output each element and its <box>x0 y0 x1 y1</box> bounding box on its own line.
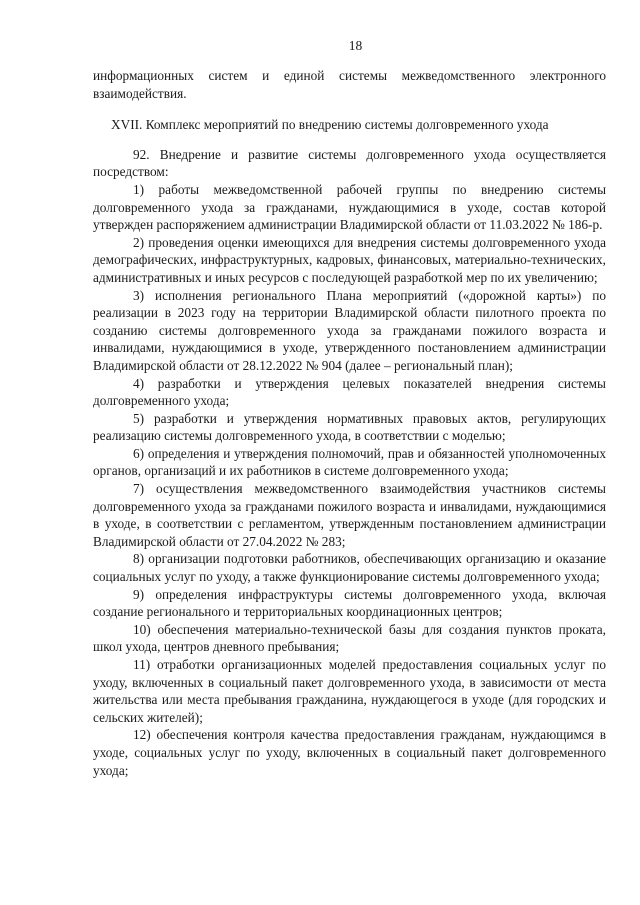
list-item-4: 4) разработки и утверждения целевых показателей внедрения системы долговременного ухода; <box>93 375 606 409</box>
list-item-11: 11) отработки организационных моделей предоставления социальных услуг по уходу, включенных в социальный пакет долговременного ухода, в зависимости от места жительства или места пребывания гражданина, нуждающегося в уходе (для городских и сельских жителей); <box>93 657 606 725</box>
list-item-5: 5) разработки и утверждения нормативных правовых актов, регулирующих реализацию системы долговременного ухода, в соответствии с моделью; <box>93 410 606 444</box>
list-item-10: 10) обеспечения материально-технической базы для создания пунктов проката, школ ухода, центров дневного пребывания; <box>93 621 606 655</box>
list-item-3: 3) исполнения регионального Плана мероприятий («дорожной карты») по реализации в 2023 году на территории Владимирской области пилотного проекта по созданию системы долговременного ухода за гражданами пожилого возраста и инвалидами, нуждающимися в уходе, утвержденного постановлением администрации Владимирской области от 28.12.2022 № 904 (далее – региональный план); <box>93 287 606 373</box>
section-title: XVII. Комплекс мероприятий по внедрению системы долговременного ухода <box>111 117 549 133</box>
list-item-6: 6) определения и утверждения полномочий, прав и обязанностей уполномоченных органов, организаций и их работников в системе долговременного ухода; <box>93 445 606 479</box>
list-item-2: 2) проведения оценки имеющихся для внедрения системы долговременного ухода демографических, инфраструктурных, кадровых, финансовых, материально-технических, административных и иных ресурсов с последующей разработкой мер по их увеличению; <box>93 234 606 285</box>
continuation-paragraph: информационных систем и единой системы межведомственного электронного взаимодействия. <box>93 68 606 101</box>
list-item-1: 1) работы межведомственной рабочей группы по внедрению системы долговременного ухода за гражданами, нуждающимися в уходе, состав которой утвержден распоряжением администрации Владимирской области от 11.03.2022 № 186-р. <box>93 181 606 233</box>
list-item-7: 7) осуществления межведомственного взаимодействия участников системы долговременного ухода за гражданами пожилого возраста и инвалидами, нуждающимися в уходе, в соответствии с регламентом, утвержденным постановлением администрации Владимирской области от 27.04.2022 № 283; <box>93 481 606 549</box>
page-number: 18 <box>348 38 363 53</box>
list-item-8: 8) организации подготовки работников, обеспечивающих организацию и оказание социальных услуг по уходу, а также функционирование системы долговременного ухода; <box>93 551 606 585</box>
list-item-12: 12) обеспечения контроля качества предоставления гражданам, нуждающимся в уходе, социальных услуг по уходу, включенных в социальный пакет долговременного ухода; <box>93 727 606 778</box>
paragraph-92: 92. Внедрение и развитие системы долговременного ухода осуществляется посредством: <box>93 146 606 180</box>
list-item-9: 9) определения инфраструктуры системы долговременного ухода, включая создание регионального и территориальных координационных центров; <box>93 586 606 620</box>
